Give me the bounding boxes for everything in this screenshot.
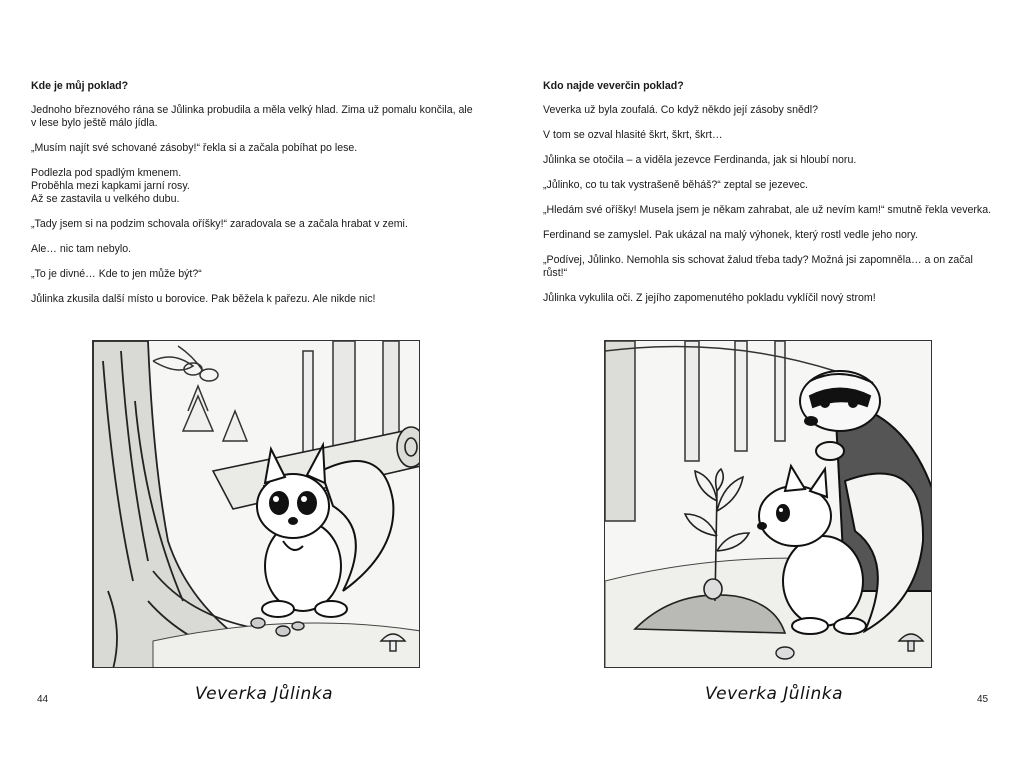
squirrel-by-tree-drawing bbox=[93, 341, 420, 668]
squirrel-forest-illustration bbox=[92, 340, 420, 668]
squirrel-and-badger-drawing bbox=[605, 341, 932, 668]
right-paragraph-3: Jůlinka se otočila – a viděla jezevce Ferdinanda, jak si hloubí noru. bbox=[543, 154, 857, 166]
right-paragraph-5: „Hledám své oříšky! Musela jsem je někam zahrabat, ale už nevím kam!“ smutně řekla veverka. bbox=[543, 204, 992, 216]
left-paragraph-8: „To je divné… Kde to jen může být?“ bbox=[31, 268, 202, 280]
right-paragraph-7: „Podívej, Jůlinko. Nemohla sis schovat žalud třeba tady? Možná jsi zapomněla… a on začal růst!“ bbox=[543, 254, 973, 279]
left-paragraph-7: Ale… nic tam nebylo. bbox=[31, 243, 132, 255]
left-page-heading: Kde je můj poklad? bbox=[31, 80, 129, 92]
left-paragraph-5: Až se zastavila u velkého dubu. bbox=[31, 193, 180, 205]
right-page bbox=[512, 0, 1024, 768]
left-paragraph-9: Jůlinka zkusila další místo u borovice. Pak běžela k pařezu. Ale nikde nic! bbox=[31, 293, 376, 305]
left-paragraph-1: Jednoho březnového rána se Jůlinka probudila a měla velký hlad. Zima už pomalu končila, ale v lese bylo ještě málo jídla. bbox=[31, 104, 473, 129]
left-footer-title: Veverka Jůlinka bbox=[195, 684, 334, 704]
right-footer-title: Veverka Jůlinka bbox=[705, 684, 844, 704]
right-paragraph-1: Veverka už byla zoufalá. Co když někdo její zásoby snědl? bbox=[543, 104, 819, 116]
left-paragraph-4: Proběhla mezi kapkami jarní rosy. bbox=[31, 180, 190, 192]
right-page-heading: Kdo najde veverčin poklad? bbox=[543, 80, 684, 92]
left-text-column bbox=[31, 80, 476, 318]
right-paragraph-2: V tom se ozval hlasité škrt, škrt, škrt… bbox=[543, 129, 723, 141]
right-paragraph-8: Jůlinka vykulila oči. Z jejího zapomenutého pokladu vyklíčil nový strom! bbox=[543, 292, 876, 304]
right-text-column bbox=[543, 80, 993, 317]
right-page-number: 45 bbox=[977, 694, 989, 705]
left-paragraph-2: „Musím najít své schované zásoby!“ řekla si a začala pobíhat po lese. bbox=[31, 142, 358, 154]
right-paragraph-4: „Jůlinko, co tu tak vystrašeně běháš?“ zeptal se jezevec. bbox=[543, 179, 808, 191]
left-page-number: 44 bbox=[37, 694, 49, 705]
squirrel-badger-illustration bbox=[604, 340, 932, 668]
left-paragraph-3: Podlezla pod spadlým kmenem. bbox=[31, 167, 182, 179]
left-paragraph-6: „Tady jsem si na podzim schovala oříšky!“ zaradovala se a začala hrabat v zemi. bbox=[31, 218, 408, 230]
right-paragraph-6: Ferdinand se zamyslel. Pak ukázal na malý výhonek, který rostl vedle jeho nory. bbox=[543, 229, 918, 241]
